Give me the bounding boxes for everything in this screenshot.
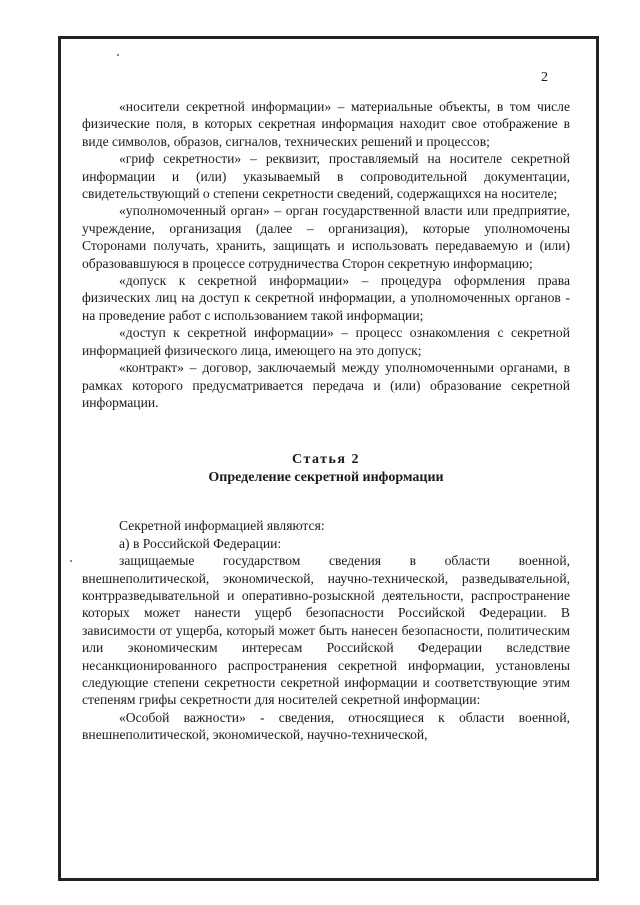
- scan-speck: [117, 54, 119, 56]
- definition-paragraph: «носители секретной информации» – материальные объекты, в том числе физические поля, в которых секретная информация находит свое отображение в виде символов, образов, сигналов, технических решений и процессов;: [82, 99, 570, 149]
- article-number: Статья 2: [292, 452, 360, 468]
- definition-paragraph: «гриф секретности» – реквизит, проставляемый на носителе секретной информации и (или) указываемый в сопроводительной документации, свидетельствующий о степени секретности сведений, содержащихся на носителе;: [82, 151, 570, 202]
- body-item-a: а) в Российской Федерации:: [119, 535, 282, 551]
- page-number: 2: [541, 70, 548, 85]
- scan-speck: [70, 560, 72, 562]
- body-last-paragraph: «Особой важности» - сведения, относящиеся к области военной, внешнеполитической, экономической, научно-технической,: [82, 709, 570, 743]
- definition-paragraph: «уполномоченный орган» – орган государственной власти или предприятие, учреждение, организация (далее – организация), которые уполномочены Сторонами получать, хранить, защищать и использовать передаваемую и (или) образовавшуюся в процессе сотрудничества Сторон секретную информацию;: [82, 203, 570, 271]
- body-intro: Секретной информацией являются:: [119, 518, 325, 534]
- definition-paragraph: «контракт» – договор, заключаемый между уполномоченными органами, в рамках которого предусматривается передача и (или) образование секретной информации.: [82, 360, 570, 410]
- definition-paragraph: «доступ к секретной информации» – процесс ознакомления с секретной информацией физического лица, имеющего на это допуск;: [82, 325, 570, 358]
- body-paragraph: защищаемые государством сведения в области военной, внешнеполитической, экономической, научно-технической, разведывательной, контрразведывательной и оперативно-розыскной деятельности, распространение которых может нанести ущерб безопасности Российской Федерации. В зависимости от ущерба, который может быть нанесен безопасности, политическим или экономическим интересам Российской Федерации вследствие несанкционированного распространения секретной информации, установлены следующие степени секретности секретной информации и соответствующие этим степеням грифы секретности для носителей секретной информации:: [82, 553, 570, 708]
- definition-paragraph: «допуск к секретной информации» – процедура оформления права физических лиц на доступ к секретной информации, а уполномоченных органов - на проведение работ с использованием такой информации;: [82, 273, 570, 323]
- document-body: [82, 98, 570, 744]
- article-title: Определение секретной информации: [208, 470, 444, 486]
